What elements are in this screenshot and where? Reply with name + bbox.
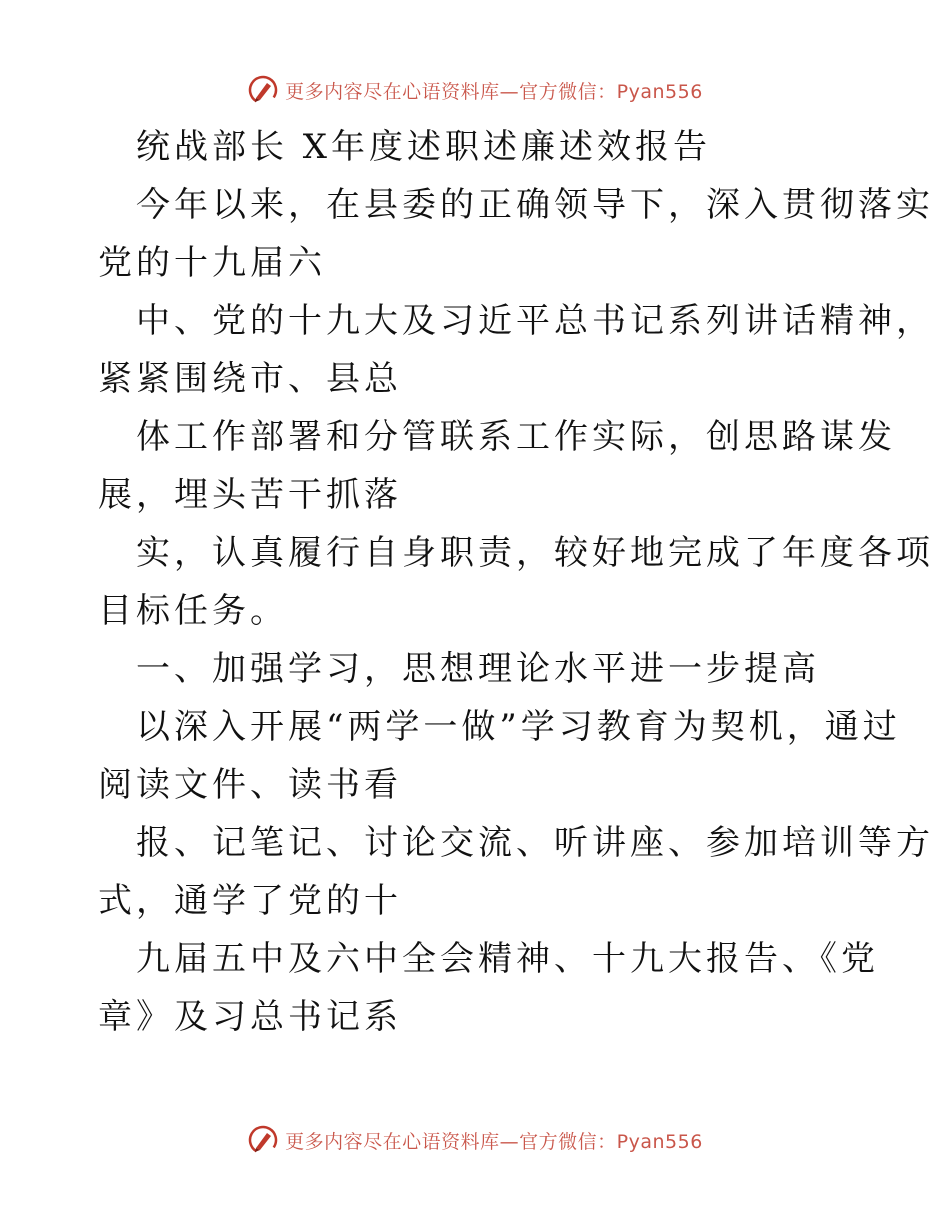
text-line: 紧紧围绕市、县总 — [98, 359, 402, 399]
footer-watermark — [0, 1120, 950, 1160]
pen-logo-icon — [247, 1124, 279, 1156]
text-line: 中、党的十九大及习近平总书记系列讲话精神， — [136, 301, 934, 341]
text-line: 党的十九届六 — [98, 243, 326, 283]
document-body — [98, 118, 934, 1046]
text-line: 今年以来，在县委的正确领导下，深入贯彻落实 — [136, 185, 934, 225]
text-line: 统战部长 X年度述职述廉述效报告 — [136, 127, 712, 167]
text-line: 展，埋头苦干抓落 — [98, 475, 402, 515]
header-watermark — [0, 70, 950, 110]
section-heading: 一、加强学习，思想理论水平进一步提高 — [136, 649, 820, 689]
pen-logo-icon — [247, 74, 279, 106]
watermark-text: 更多内容尽在心语资料库—官方微信：Pyan556 — [285, 1130, 703, 1153]
text-line: 报、记笔记、讨论交流、听讲座、参加培训等方 — [136, 823, 934, 863]
text-line: 实，认真履行自身职责，较好地完成了年度各项 — [136, 533, 934, 573]
text-line: 九届五中及六中全会精神、十九大报告、《党 — [136, 939, 879, 979]
text-line: 体工作部署和分管联系工作实际，创思路谋发 — [136, 417, 896, 457]
watermark-text: 更多内容尽在心语资料库—官方微信：Pyan556 — [285, 80, 703, 103]
text-line: 目标任务。 — [98, 591, 288, 631]
text-line: 式，通学了党的十 — [98, 881, 402, 921]
text-line: 章》及习总书记系 — [98, 997, 402, 1037]
text-line: 以深入开展“两学一做”学习教育为契机，通过 — [136, 707, 901, 747]
text-line: 阅读文件、读书看 — [98, 765, 402, 805]
